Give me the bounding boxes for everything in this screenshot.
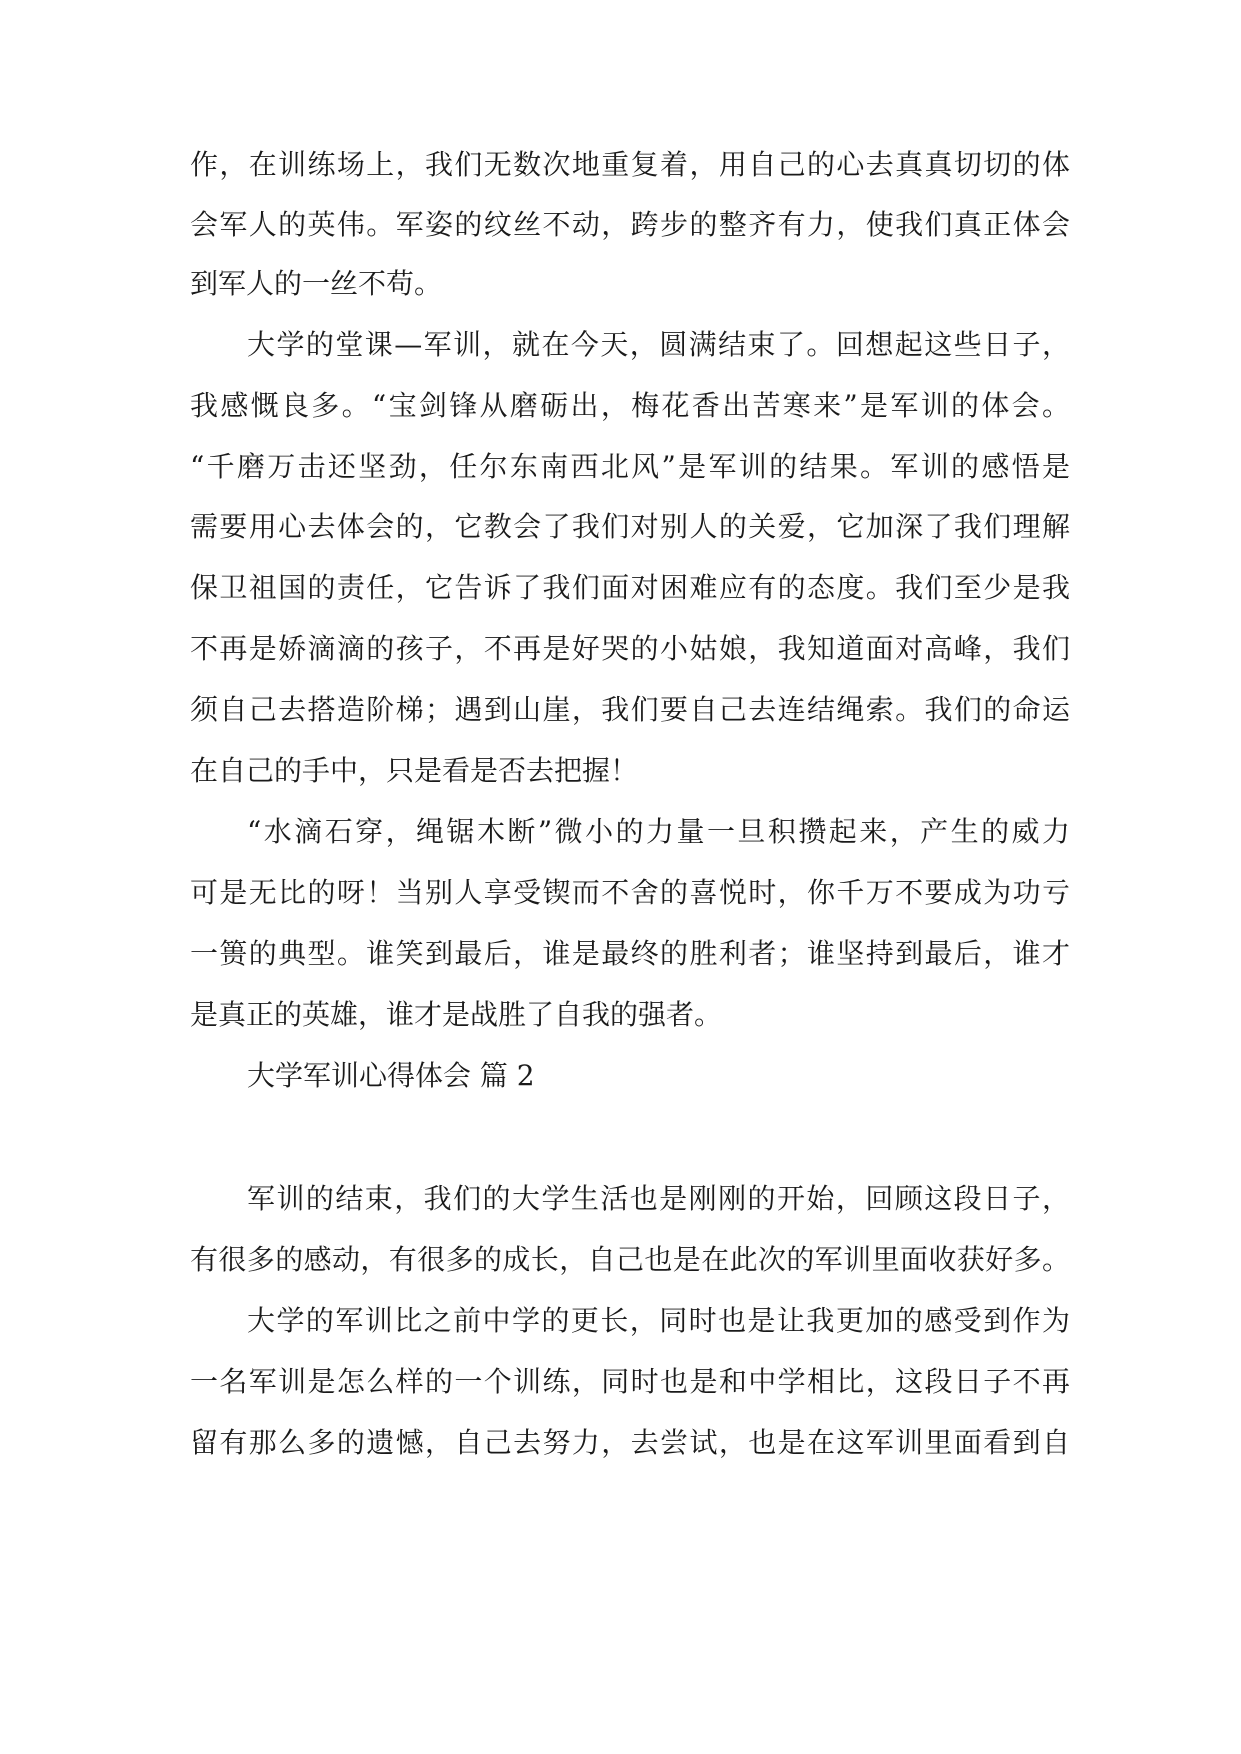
text-line: 不再是娇滴滴的孩子，不再是好哭的小姑娘，我知道面对高峰，我们 [190,632,1070,665]
text-line: “千磨万击还坚劲，任尔东南西北风”是军训的结果。军训的感悟是 [190,450,1070,483]
text-line: “水滴石穿，绳锯木断”微小的力量一旦积攒起来，产生的威力 [247,815,1070,848]
section-heading: 大学军训心得体会 篇 2 [247,1059,535,1092]
text-line: 到军人的一丝不苟。 [190,267,443,300]
text-line: 我感慨良多。“宝剑锋从磨砺出，梅花香出苦寒来”是军训的体会。 [190,389,1070,422]
text-line: 一名军训是怎么样的一个训练，同时也是和中学相比，这段日子不再 [190,1365,1070,1398]
text-line: 可是无比的呀！当别人享受锲而不舍的喜悦时，你千万不要成为功亏 [190,876,1070,909]
text-line: 一篑的典型。谁笑到最后，谁是最终的胜利者；谁坚持到最后，谁才 [190,937,1070,970]
text-line: 在自己的手中，只是看是否去把握！ [190,754,639,787]
text-line: 作，在训练场上，我们无数次地重复着，用自己的心去真真切切的体 [190,148,1070,181]
text-line: 会军人的英伟。军姿的纹丝不动，跨步的整齐有力，使我们真正体会 [190,208,1070,241]
text-line: 军训的结束，我们的大学生活也是刚刚的开始，回顾这段日子， [247,1182,1070,1215]
text-line: 保卫祖国的责任，它告诉了我们面对困难应有的态度。我们至少是我 [190,571,1070,604]
text-line: 大学的堂课—军训，就在今天，圆满结束了。回想起这些日子， [247,328,1070,361]
text-line: 须自己去搭造阶梯；遇到山崖，我们要自己去连结绳索。我们的命运 [190,693,1070,726]
text-line: 需要用心去体会的，它教会了我们对别人的关爱，它加深了我们理解 [190,510,1070,543]
text-line: 大学的军训比之前中学的更长，同时也是让我更加的感受到作为 [247,1304,1070,1337]
text-line: 留有那么多的遗憾，自己去努力，去尝试，也是在这军训里面看到自 [190,1426,1070,1459]
text-line: 有很多的感动，有很多的成长，自己也是在此次的军训里面收获好多。 [190,1243,1070,1276]
text-line: 是真正的英雄，谁才是战胜了自我的强者。 [190,998,723,1031]
